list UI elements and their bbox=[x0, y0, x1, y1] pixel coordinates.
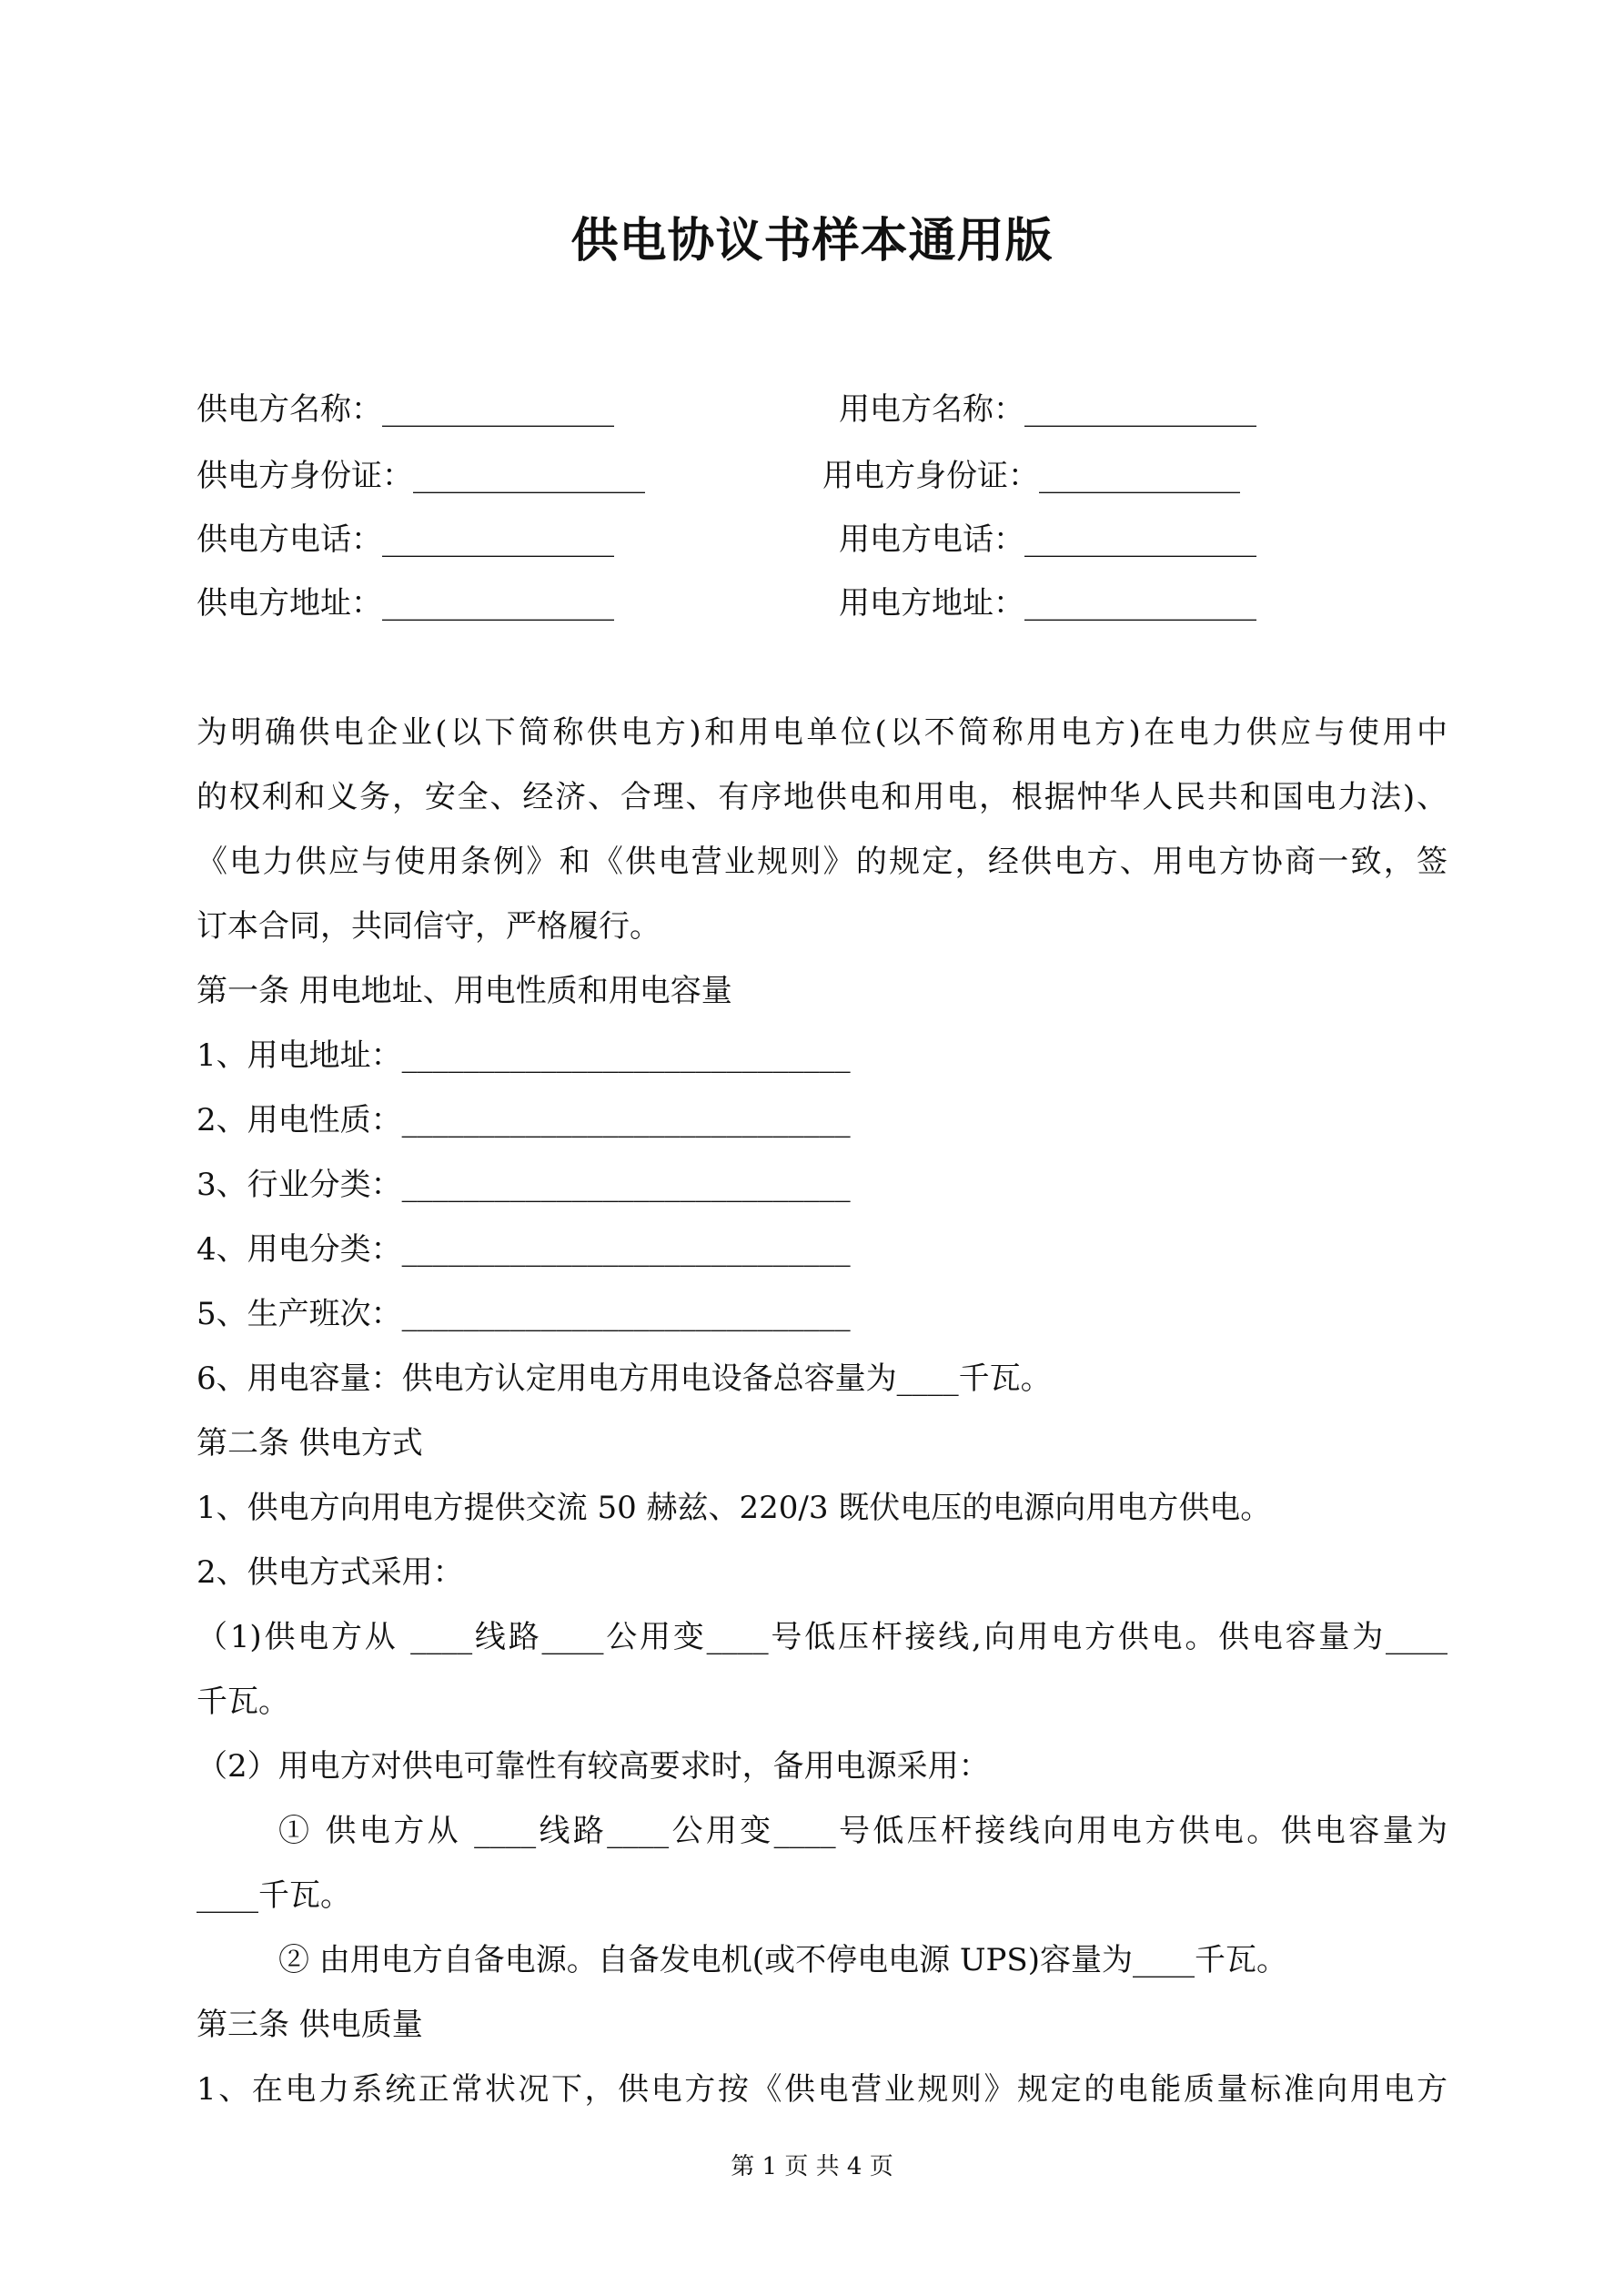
list-item: 1、在电力系统正常状况下，供电方按《供电营业规则》规定的电能质量标准向用电方 bbox=[197, 2071, 1447, 2108]
user-name-field: 用电方名称：_______________ bbox=[839, 391, 1256, 428]
user-phone-field: 用电方电话：_______________ bbox=[839, 521, 1256, 558]
list-item: 3、行业分类：_____________________________ bbox=[197, 1167, 851, 1203]
user-id-field: 用电方身份证：_____________ bbox=[822, 458, 1240, 494]
section-heading: 第三条 供电质量 bbox=[197, 2007, 423, 2043]
list-item: （2）用电方对供电可靠性有较高要求时，备用电源采用： bbox=[197, 1748, 990, 1785]
contract-body bbox=[197, 701, 1447, 2122]
list-item: 6、用电容量：供电方认定用电方用电设备总容量为____千瓦。 bbox=[197, 1360, 1052, 1397]
supplier-phone-field: 供电方电话：_______________ bbox=[197, 521, 614, 558]
section-heading: 第二条 供电方式 bbox=[197, 1425, 423, 1462]
paragraph-line: ____千瓦。 bbox=[197, 1877, 351, 1914]
paragraph-line: 千瓦。 bbox=[197, 1684, 289, 1720]
supplier-id-field: 供电方身份证：_______________ bbox=[197, 458, 645, 494]
page-footer: 第 1 页 共 4 页 bbox=[731, 2153, 893, 2180]
paragraph-line: 订本合同，共同信守，严格履行。 bbox=[197, 908, 661, 945]
list-item: ② 由用电方自备电源。自备发电机(或不停电电源 UPS)容量为____千瓦。 bbox=[278, 1942, 1287, 1978]
paragraph-line: 《电力供应与使用条例》和《供电营业规则》的规定，经供电方、用电方协商一致，签 bbox=[197, 844, 1447, 880]
user-address-field: 用电方地址：_______________ bbox=[839, 585, 1256, 622]
list-item: 5、生产班次：_____________________________ bbox=[197, 1296, 851, 1332]
list-item: ① 供电方从 ____线路____公用变____号低压杆接线向用电方供电。供电容量为 bbox=[278, 1813, 1447, 1849]
supplier-name-field: 供电方名称：_______________ bbox=[197, 391, 614, 428]
list-item: （1)供电方从 ____线路____公用变____号低压杆接线,向用电方供电。供电容量为____ bbox=[197, 1619, 1447, 1655]
paragraph-line: 为明确供电企业(以下简称供电方)和用电单位(以不简称用电方)在电力供应与使用中 bbox=[197, 714, 1447, 751]
list-item: 1、供电方向用电方提供交流 50 赫兹、220/3 既伏电压的电源向用电方供电。 bbox=[197, 1490, 1272, 1526]
paragraph-line: 的权利和义务，安全、经济、合理、有序地供电和用电，根据忡华人民共和国电力法)、 bbox=[197, 779, 1447, 815]
list-item: 2、供电方式采用： bbox=[197, 1554, 464, 1591]
section-heading: 第一条 用电地址、用电性质和用电容量 bbox=[197, 973, 732, 1009]
document-title: 供电协议书样本通用版 bbox=[570, 213, 1054, 268]
list-item: 1、用电地址：_____________________________ bbox=[197, 1037, 851, 1074]
supplier-address-field: 供电方地址：_______________ bbox=[197, 585, 614, 622]
list-item: 4、用电分类：_____________________________ bbox=[197, 1231, 851, 1268]
list-item: 2、用电性质：_____________________________ bbox=[197, 1102, 851, 1138]
